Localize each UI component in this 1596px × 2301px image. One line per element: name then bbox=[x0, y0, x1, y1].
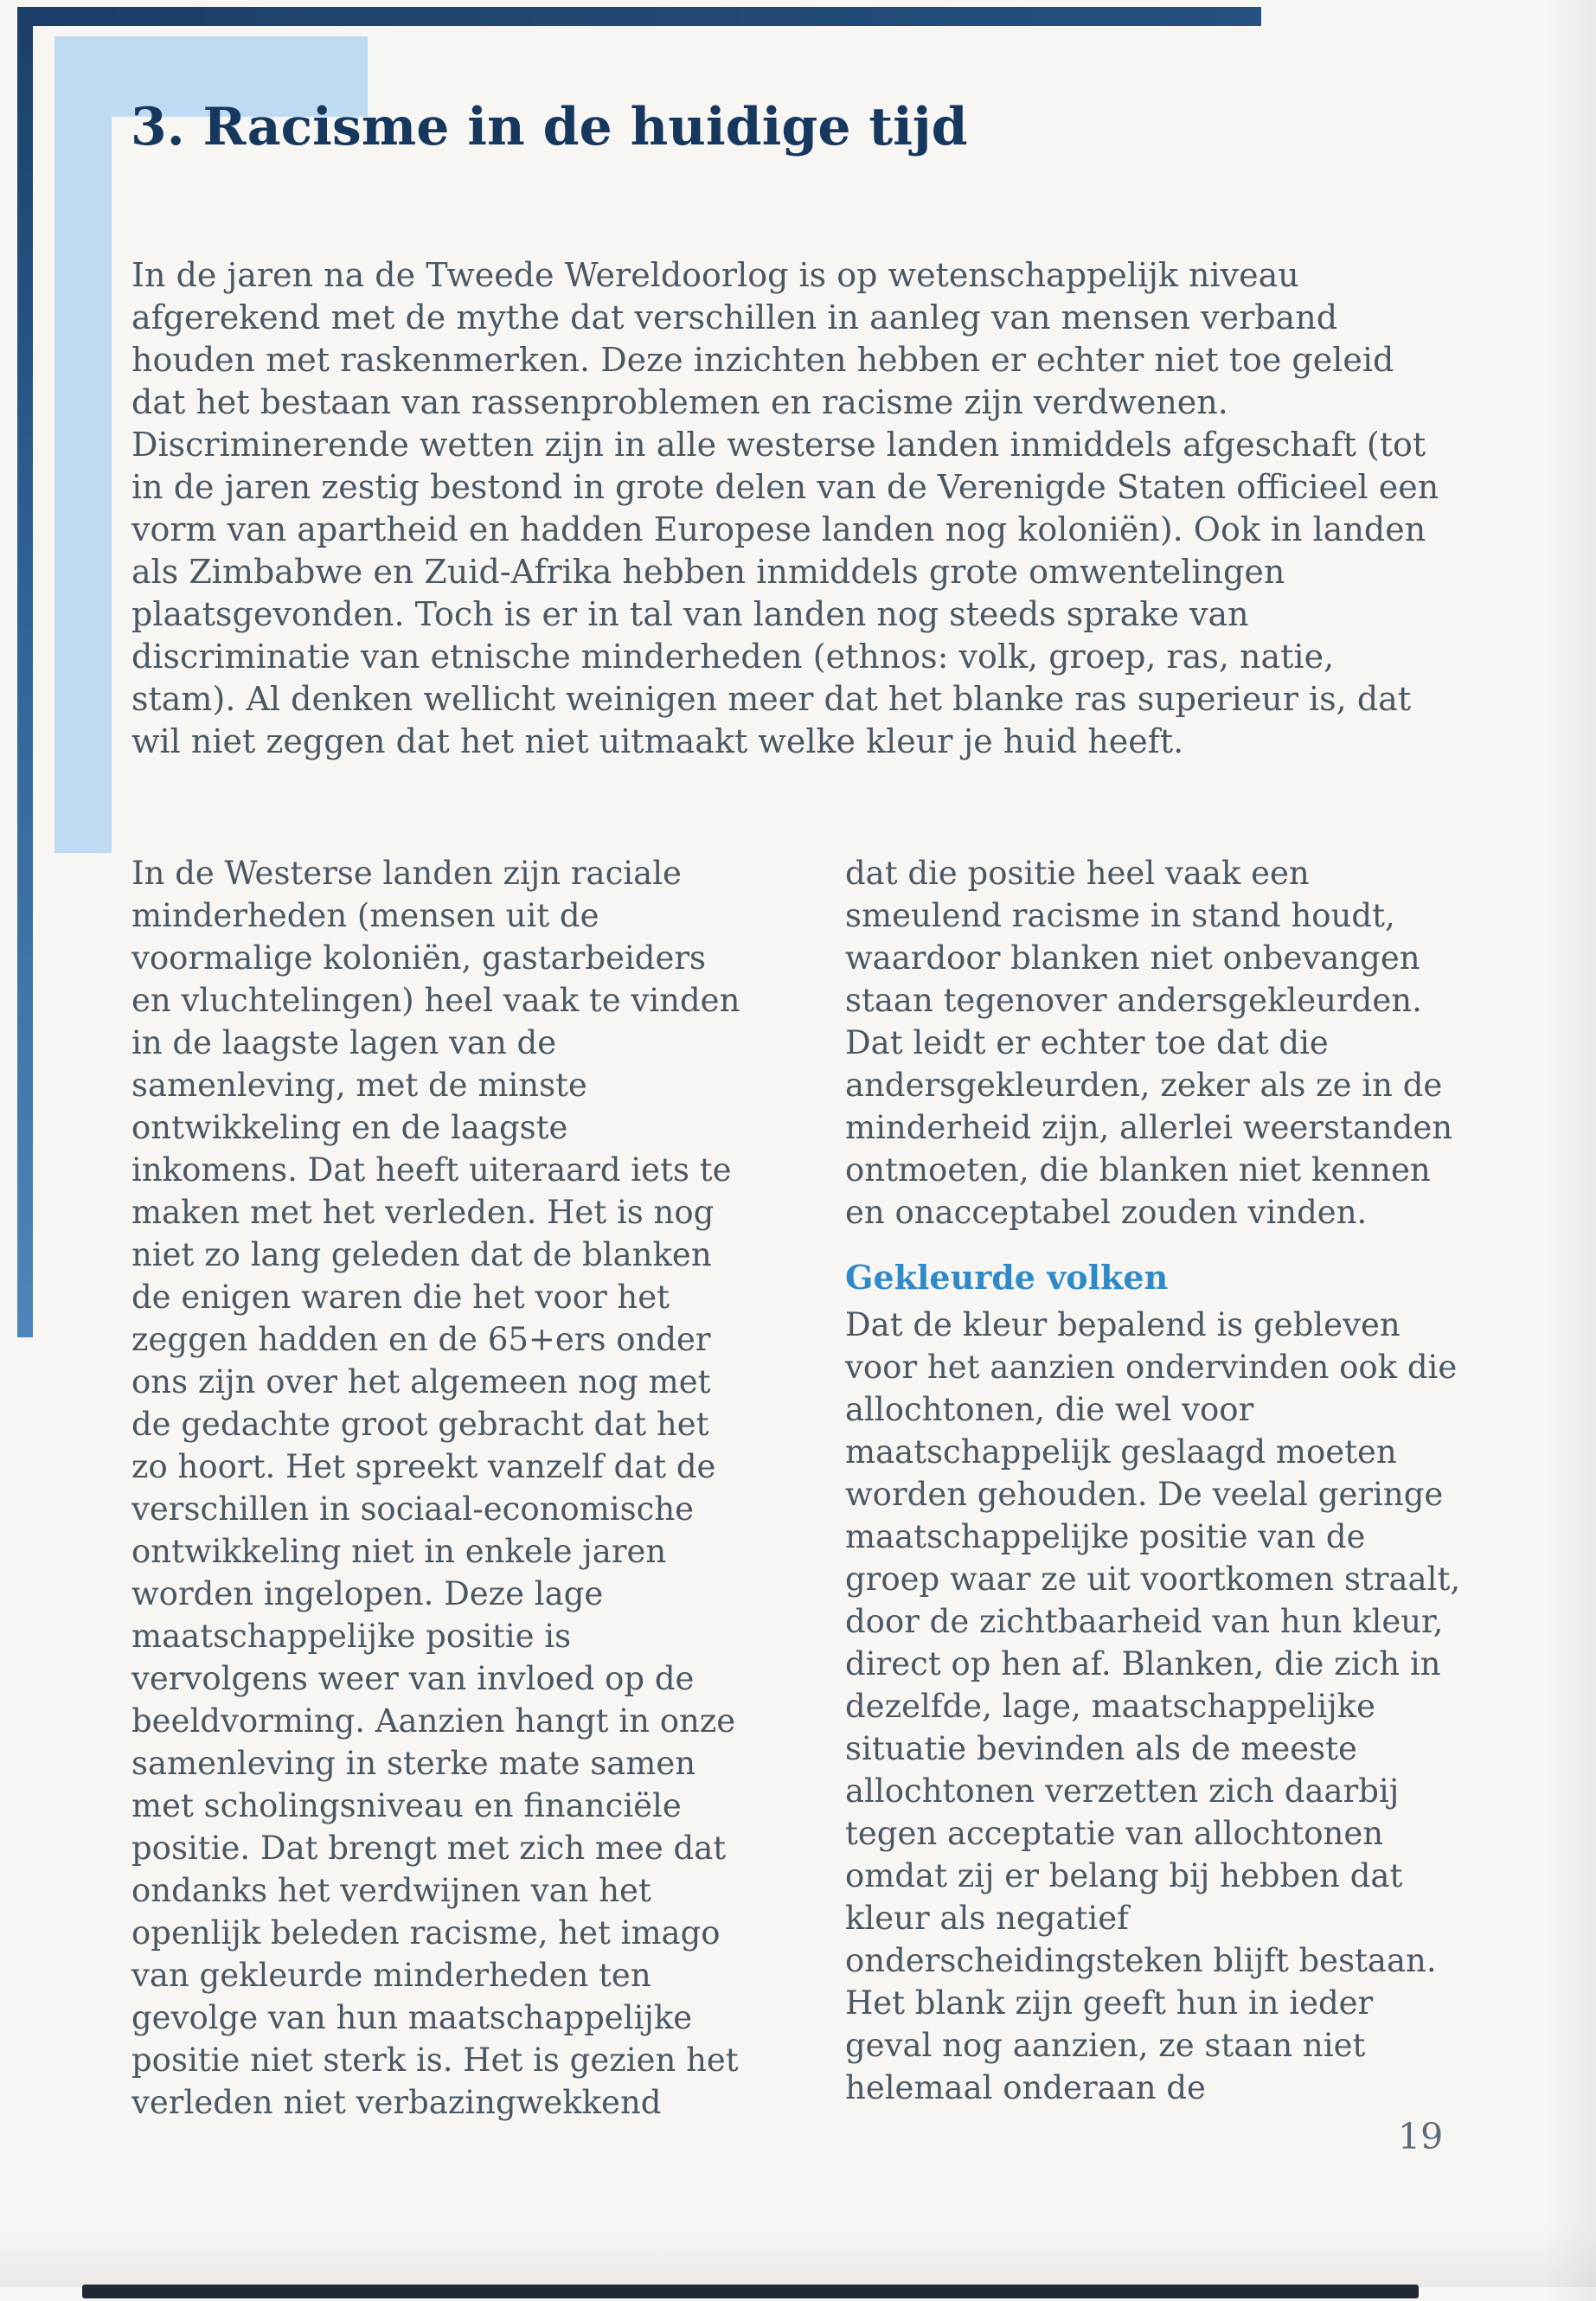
chapter-title: 3. Racisme in de huidige tijd bbox=[131, 97, 968, 157]
scan-edge-bottom bbox=[0, 2227, 1596, 2287]
margin-highlight-band bbox=[54, 36, 112, 853]
book-bottom-edge bbox=[82, 2285, 1419, 2298]
page-number: 19 bbox=[1398, 2116, 1444, 2157]
left-rule-bar bbox=[17, 7, 33, 1337]
right-column bbox=[845, 852, 1468, 2109]
left-column-paragraph: In de Westerse landen zijn raciale minderheden (mensen uit de voormalige koloniën, gastarbeiders en vluchtelingen) heel vaak te vinden in de laagste lagen van de samenleving, met de minste ontwikkeling en de laagste inkomens. Dat heeft uiteraard iets te maken met het verleden. Het is nog niet zo lang geleden dat de blanken de enigen waren die het voor het zeggen hadden en de 65+ers onder ons zijn over het algemeen nog met de gedachte groot gebracht dat het zo hoort. Het spreekt vanzelf dat de verschillen in sociaal-economische ontwikkeling niet in enkele jaren worden ingelopen. Deze lage maatschappelijke positie is vervolgens weer van invloed op de beeldvorming. Aanzien hangt in onze samenleving in sterke mate samen met scholingsniveau en financiële positie. Dat brengt met zich mee dat ondanks het verdwijnen van het openlijk beleden racisme, het imago van gekleurde minderheden ten gevolge van hun maatschappelijke positie niet sterk is. Het is gezien het verleden niet verbazingwekkend bbox=[131, 855, 740, 2121]
section-subheading: Gekleurde volken bbox=[845, 1258, 1169, 1297]
left-column bbox=[131, 852, 741, 2124]
right-column-paragraph-2: Dat de kleur bepalend is gebleven voor het aanzien ondervinden ook die allochtonen, die wel voor maatschappelijk geslaagd moeten worden gehouden. De veelal geringe maatschappelijke positie van de groep waar ze uit voortkomen straalt, door de zichtbaarheid van hun kleur, direct op hen af. Blanken, die zich in dezelfde, lage, maatschappelijke situatie bevinden als de meeste allochtonen verzetten zich daarbij tegen acceptatie van allochtonen omdat zij er belang bij hebben dat kleur als negatief onderscheidingsteken blijft bestaan. Het blank zijn geeft hun in ieder geval nog aanzien, ze staan niet helemaal onderaan de bbox=[845, 1306, 1461, 2106]
intro-paragraph: In de jaren na de Tweede Wereldoorlog is op wetenschappelijk niveau afgerekend met de mythe dat verschillen in aanleg van mensen verband houden met raskenmerken. Deze inzichten hebben er echter niet toe geleid dat het bestaan van rassenproblemen en racisme zijn verdwenen. Discriminerende wetten zijn in alle westerse landen inmiddels afgeschaft (tot in de jaren zestig bestond in grote delen van de Verenigde Staten officieel een vorm van apartheid en hadden Europese landen nog koloniën). Ook in landen als Zimbabwe en Zuid-Afrika hebben inmiddels grote omwentelingen plaatsgevonden. Toch is er in tal van landen nog steeds sprake van discriminatie van etnische minderheden (ethnos: volk, groep, ras, natie, stam). Al denken wellicht weinigen meer dat het blanke ras superieur is, dat wil niet zeggen dat het niet uitmaakt welke kleur je huid heeft. bbox=[131, 256, 1439, 760]
top-rule-bar bbox=[22, 7, 1261, 26]
scan-edge-right bbox=[1544, 0, 1596, 2301]
right-column-paragraph-1: dat die positie heel vaak een smeulend racisme in stand houdt, waardoor blanken niet onbevangen staan tegenover andersgekleurden. Dat leidt er echter toe dat die andersgekleurden, zeker als ze in de minderheid zijn, allerlei weerstanden ontmoeten, die blanken niet kennen en onacceptabel zouden vinden. bbox=[845, 855, 1453, 1231]
